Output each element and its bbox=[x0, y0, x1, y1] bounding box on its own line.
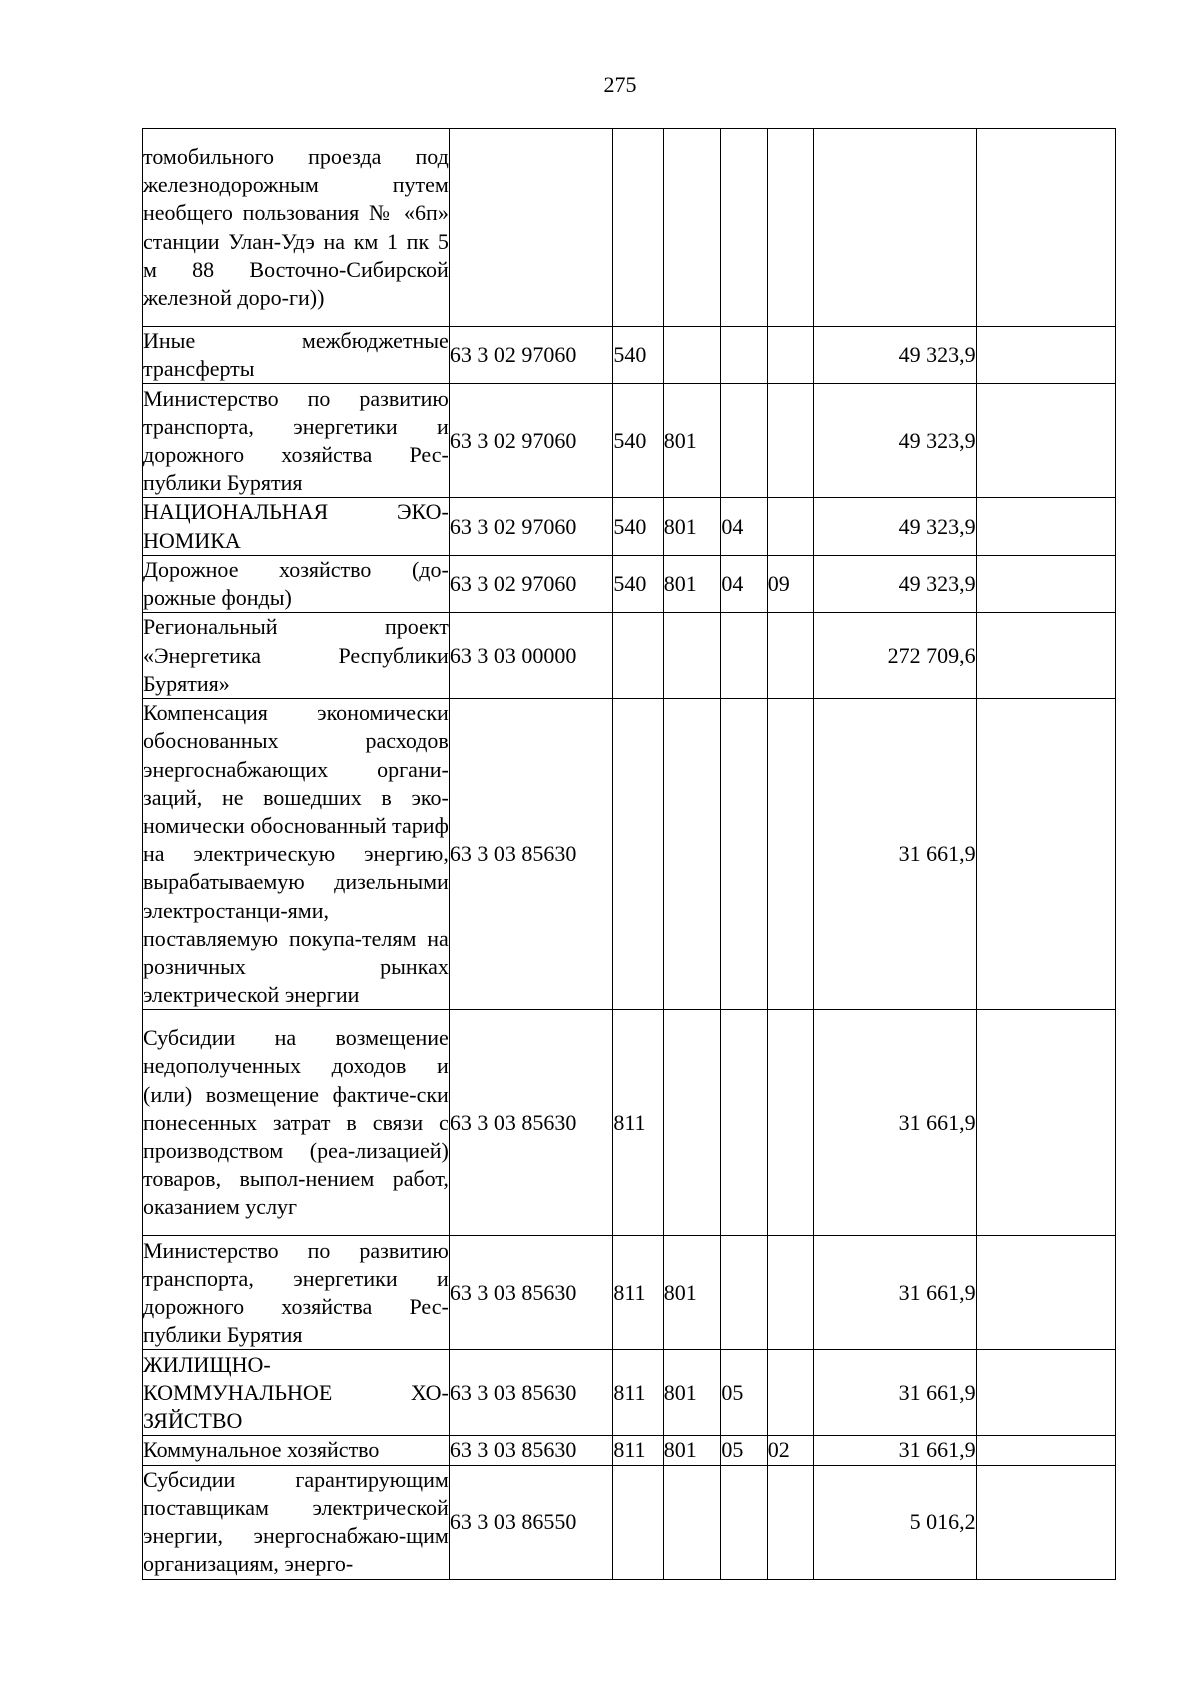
row-subsection bbox=[767, 1236, 813, 1350]
row-name: Министерство по развитию транспорта, энергетики и дорожного хозяйства Рес-публики Бурятия bbox=[143, 384, 450, 498]
row-extra bbox=[976, 1350, 1115, 1436]
row-extra bbox=[976, 1436, 1115, 1465]
row-ministry-code: 801 bbox=[663, 1436, 721, 1465]
row-subsection bbox=[767, 1010, 813, 1236]
row-expense-type: 811 bbox=[613, 1236, 663, 1350]
row-amount bbox=[814, 129, 977, 327]
row-ministry-code bbox=[663, 327, 721, 384]
row-name: Региональный проект «Энергетика Республики Бурятия» bbox=[143, 613, 450, 699]
row-expense-type bbox=[613, 1465, 663, 1579]
row-extra bbox=[976, 699, 1115, 1010]
row-expense-type: 811 bbox=[613, 1350, 663, 1436]
row-extra bbox=[976, 129, 1115, 327]
row-name: Иные межбюджетные трансферты bbox=[143, 327, 450, 384]
row-section bbox=[721, 384, 767, 498]
row-amount: 49 323,9 bbox=[814, 555, 977, 612]
row-extra bbox=[976, 1465, 1115, 1579]
row-target-code: 63 3 02 97060 bbox=[449, 327, 613, 384]
row-section bbox=[721, 1010, 767, 1236]
row-expense-type: 540 bbox=[613, 555, 663, 612]
row-ministry-code: 801 bbox=[663, 498, 721, 555]
row-amount: 49 323,9 bbox=[814, 498, 977, 555]
row-ministry-code bbox=[663, 1010, 721, 1236]
row-amount: 49 323,9 bbox=[814, 384, 977, 498]
row-subsection bbox=[767, 1465, 813, 1579]
row-subsection bbox=[767, 129, 813, 327]
row-target-code: 63 3 03 85630 bbox=[449, 1010, 613, 1236]
row-expense-type bbox=[613, 129, 663, 327]
table-row bbox=[143, 327, 1116, 384]
row-target-code: 63 3 03 00000 bbox=[449, 613, 613, 699]
page-number: 275 bbox=[603, 72, 637, 97]
table-row bbox=[143, 613, 1116, 699]
row-expense-type bbox=[613, 613, 663, 699]
table-row bbox=[143, 129, 1116, 327]
row-section bbox=[721, 613, 767, 699]
row-name: Субсидии гарантирующим поставщикам электрической энергии, энергоснабжаю-щим организациям, энерго- bbox=[143, 1465, 450, 1579]
row-section: 04 bbox=[721, 498, 767, 555]
row-amount: 31 661,9 bbox=[814, 1010, 977, 1236]
row-amount: 31 661,9 bbox=[814, 1436, 977, 1465]
row-expense-type: 540 bbox=[613, 327, 663, 384]
row-target-code: 63 3 03 85630 bbox=[449, 699, 613, 1010]
row-extra bbox=[976, 1236, 1115, 1350]
row-name: НАЦИОНАЛЬНАЯ ЭКО-НОМИКА bbox=[143, 498, 450, 555]
table-row bbox=[143, 555, 1116, 612]
row-name: ЖИЛИЩНО-КОММУНАЛЬНОЕ ХО-ЗЯЙСТВО bbox=[143, 1350, 450, 1436]
row-ministry-code: 801 bbox=[663, 1350, 721, 1436]
row-target-code: 63 3 03 85630 bbox=[449, 1436, 613, 1465]
row-amount: 31 661,9 bbox=[814, 699, 977, 1010]
row-extra bbox=[976, 1010, 1115, 1236]
row-target-code: 63 3 02 97060 bbox=[449, 384, 613, 498]
row-subsection bbox=[767, 327, 813, 384]
row-ministry-code bbox=[663, 129, 721, 327]
row-extra bbox=[976, 327, 1115, 384]
table-row bbox=[143, 1350, 1116, 1436]
row-ministry-code: 801 bbox=[663, 555, 721, 612]
row-expense-type: 540 bbox=[613, 384, 663, 498]
row-target-code: 63 3 02 97060 bbox=[449, 555, 613, 612]
row-ministry-code: 801 bbox=[663, 384, 721, 498]
row-section bbox=[721, 327, 767, 384]
row-extra bbox=[976, 555, 1115, 612]
table-body bbox=[143, 129, 1116, 1580]
row-extra bbox=[976, 498, 1115, 555]
row-section bbox=[721, 129, 767, 327]
row-subsection bbox=[767, 613, 813, 699]
row-amount: 5 016,2 bbox=[814, 1465, 977, 1579]
row-ministry-code: 801 bbox=[663, 1236, 721, 1350]
row-amount: 31 661,9 bbox=[814, 1350, 977, 1436]
row-expense-type bbox=[613, 699, 663, 1010]
row-name: Дорожное хозяйство (до-рожные фонды) bbox=[143, 555, 450, 612]
row-ministry-code bbox=[663, 699, 721, 1010]
row-amount: 272 709,6 bbox=[814, 613, 977, 699]
row-target-code: 63 3 03 85630 bbox=[449, 1236, 613, 1350]
row-subsection bbox=[767, 699, 813, 1010]
row-ministry-code bbox=[663, 613, 721, 699]
table-row bbox=[143, 699, 1116, 1010]
row-extra bbox=[976, 384, 1115, 498]
row-target-code: 63 3 03 86550 bbox=[449, 1465, 613, 1579]
row-expense-type: 540 bbox=[613, 498, 663, 555]
row-target-code: 63 3 03 85630 bbox=[449, 1350, 613, 1436]
row-section: 05 bbox=[721, 1350, 767, 1436]
row-expense-type: 811 bbox=[613, 1010, 663, 1236]
row-subsection: 02 bbox=[767, 1436, 813, 1465]
row-section: 05 bbox=[721, 1436, 767, 1465]
row-extra bbox=[976, 613, 1115, 699]
row-section bbox=[721, 1236, 767, 1350]
row-subsection bbox=[767, 384, 813, 498]
table-row bbox=[143, 1465, 1116, 1579]
row-name: томобильного проезда под железнодорожным путем необщего пользования № «6п» станции Улан-Удэ на км 1 пк 5 м 88 Восточно-Сибирской железной доро-ги)) bbox=[143, 129, 450, 327]
row-subsection bbox=[767, 498, 813, 555]
table-row bbox=[143, 384, 1116, 498]
row-name: Коммунальное хозяйство bbox=[143, 1436, 450, 1465]
table-row bbox=[143, 498, 1116, 555]
row-subsection bbox=[767, 1350, 813, 1436]
row-expense-type: 811 bbox=[613, 1436, 663, 1465]
row-ministry-code bbox=[663, 1465, 721, 1579]
row-amount: 31 661,9 bbox=[814, 1236, 977, 1350]
row-section bbox=[721, 699, 767, 1010]
row-section: 04 bbox=[721, 555, 767, 612]
table-row bbox=[143, 1010, 1116, 1236]
row-name: Компенсация экономически обоснованных расходов энергоснабжающих органи-заций, не вошедших в эко-номически обоснованный тариф на электрическую энергию, вырабатываемую дизельными электростанци-ями, поставляемую покупа-телям на розничных рынках электрической энергии bbox=[143, 699, 450, 1010]
table-row bbox=[143, 1236, 1116, 1350]
row-target-code bbox=[449, 129, 613, 327]
row-name: Субсидии на возмещение недополученных доходов и (или) возмещение фактиче-ски понесенных затрат в связи с производством (реа-лизацией) товаров, выпол-нением работ, оказанием услуг bbox=[143, 1010, 450, 1236]
table-row bbox=[143, 1436, 1116, 1465]
row-amount: 49 323,9 bbox=[814, 327, 977, 384]
row-target-code: 63 3 02 97060 bbox=[449, 498, 613, 555]
row-name: Министерство по развитию транспорта, энергетики и дорожного хозяйства Рес-публики Бурятия bbox=[143, 1236, 450, 1350]
row-section bbox=[721, 1465, 767, 1579]
row-subsection: 09 bbox=[767, 555, 813, 612]
budget-table bbox=[142, 128, 1116, 1580]
